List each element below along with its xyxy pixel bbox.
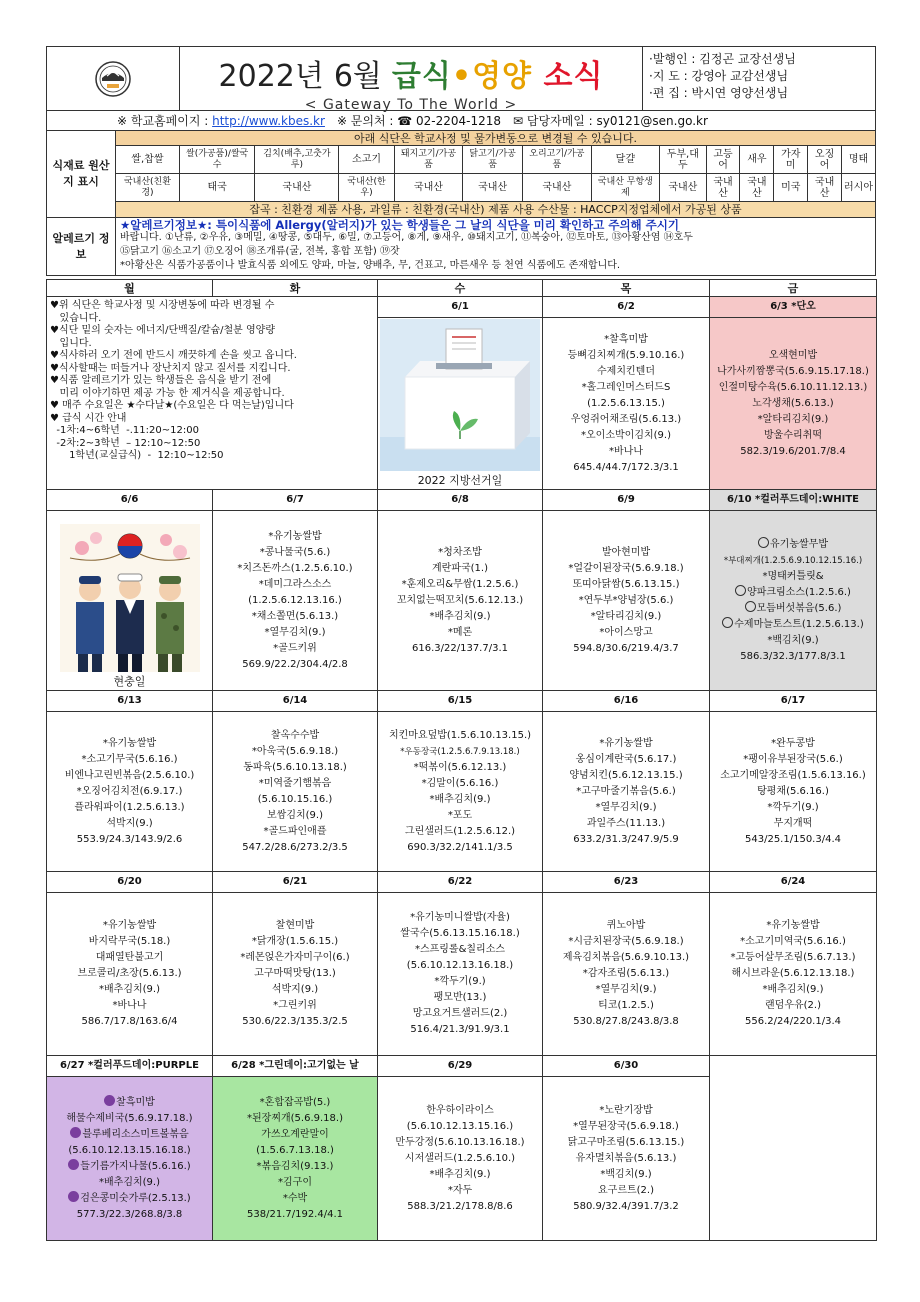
menu-item: (1.5.6.7.13.18.)	[256, 1144, 334, 1156]
menu-item: 등뼈김치찌개(5.9.10.16.)	[567, 349, 685, 361]
menu-6-9	[543, 511, 710, 691]
menu-item: 옹심이계란국(5.6.17.)	[575, 753, 677, 765]
menu-item: *혼합잡곡밥(5.)	[259, 1096, 331, 1108]
menu-item: *배추김치(9.)	[762, 984, 824, 995]
purple-dot-icon	[68, 1191, 79, 1202]
menu-6-29	[378, 1077, 543, 1241]
menu-item: *소고기무국(5.6.16.)	[81, 753, 178, 765]
menu-item: *알타리김치(9.)	[590, 610, 662, 622]
title-block	[180, 47, 643, 113]
menu-item: *김구이	[278, 1176, 312, 1188]
note-line: ♥ 급식 시간 안내	[50, 412, 127, 424]
nutrition-values: 556.2/24/220.1/3.4	[745, 1016, 841, 1027]
menu-item: (5.6.10.12.13.15.16.)	[406, 1120, 514, 1132]
menu-item: *유기농쌀밥	[268, 530, 322, 542]
origin-item: 쌀,찹쌀	[116, 146, 180, 174]
menu-item: *배추김치(9.)	[429, 610, 491, 622]
weekday-mon: 월	[47, 280, 213, 297]
origin-item: 소고기	[339, 146, 394, 174]
saluting-soldiers-icon	[60, 524, 200, 672]
purple-dot-icon	[70, 1127, 81, 1138]
grain-note: 잡곡 : 친환경 제품 사용, 과일류 : 친환경(국내산) 제품 사용 수산물 : HACCP지정업체에서 가공된 상품	[116, 202, 876, 218]
date-6-30: 6/30	[543, 1056, 710, 1077]
nutrition-values: 538/21.7/192.4/4.1	[247, 1208, 343, 1220]
menu-item: *열무된장국(5.6.9.18.)	[573, 1120, 679, 1132]
origin-item: 가자미	[774, 146, 808, 174]
header	[46, 46, 876, 113]
menu-item: 인절미탕수육(5.6.10.11.12.13.)	[718, 381, 868, 393]
menu-item: 찰옥수수밥	[270, 729, 320, 741]
menu-6-7	[213, 511, 378, 691]
menu-item: *채소쫄면(5.6.13.)	[251, 610, 339, 622]
ballot-box-icon	[380, 319, 540, 471]
white-circle-icon	[745, 601, 756, 612]
menu-item: *시금치된장국(5.6.9.18.)	[568, 936, 684, 947]
homepage-link[interactable]: http://www.kbes.kr	[212, 114, 325, 128]
menu-item: *골드파인애플	[263, 825, 327, 837]
menu-item: *아이스망고	[599, 626, 653, 638]
origin-item: 오징어	[808, 146, 842, 174]
nutrition-values: 580.9/32.4/391.7/3.2	[573, 1200, 679, 1212]
date-6-6: 6/6	[47, 490, 213, 511]
date-6-16: 6/16	[543, 691, 710, 712]
origin-item: 김치(배추,고춧가루)	[255, 146, 339, 174]
allergy-label: 알레르기 정보	[47, 218, 116, 276]
date-6-20: 6/20	[47, 872, 213, 893]
origin-value: 국내산	[255, 174, 339, 202]
email-info: ✉ 담당자메일 : sy0121@sen.go.kr	[513, 114, 708, 128]
phone-info: ※ 문의처 : ☎ 02-2204-1218	[336, 114, 502, 128]
date-6-1: 6/1	[378, 297, 543, 318]
menu-item: *오이소박이김치(9.)	[581, 429, 671, 441]
menu-item: *노란기장밥	[599, 1104, 653, 1116]
menu-item: 양념치킨(5.6.12.13.15.)	[569, 769, 683, 781]
menu-item: *유기농쌀밥	[102, 920, 157, 931]
menu-item: 해시브라운(5.6.12.13.18.)	[731, 968, 855, 979]
date-6-13: 6/13	[47, 691, 213, 712]
menu-item: *열무김치(9.)	[264, 626, 326, 638]
menu-item: 찰현미밥	[275, 920, 315, 931]
nutrition-values: 645.4/44.7/172.3/3.1	[573, 461, 679, 473]
menu-item: *고구마줄기볶음(5.6.)	[576, 785, 676, 797]
menu-item: 과일주스(11.13.)	[586, 817, 666, 829]
menu-item: *오징어김치전(6.9.17.)	[76, 785, 183, 797]
menu-6-16	[543, 712, 710, 872]
menu-item: 대패열탄불고기	[95, 952, 164, 963]
menu-item: 노각생채(5.6.13.)	[752, 397, 834, 409]
menu-6-15	[378, 712, 543, 872]
menu-item: (5.6.10.12.13.16.18.)	[406, 960, 514, 971]
memorial-caption: 현충일	[113, 674, 146, 688]
menu-item: *연두부*양념장(5.6.)	[578, 594, 674, 606]
menu-item: *고등어살무조림(5.6.7.13.)	[730, 952, 856, 963]
origin-value: 국내산(한우)	[339, 174, 394, 202]
menu-item: 그린샐러드(1.2.5.6.12.)	[404, 825, 516, 837]
contact-row	[46, 110, 876, 130]
origin-value: 국내산	[463, 174, 523, 202]
date-6-14: 6/14	[213, 691, 378, 712]
origin-value: 국내산	[523, 174, 592, 202]
menu-item: (5.6.10.15.16.)	[257, 793, 333, 805]
menu-item: 고구마떡맛탕(13.)	[254, 968, 336, 979]
origin-item: 달걀	[591, 146, 659, 174]
purple-dot-icon	[104, 1095, 115, 1106]
date-6-21: 6/21	[213, 872, 378, 893]
menu-item: *유기농쌀밥	[102, 737, 157, 749]
menu-item: 석박지(9.)	[271, 984, 319, 995]
menu-item: 제육김치볶음(5.6.9.10.13.)	[562, 952, 690, 963]
origin-item: 명태	[842, 146, 876, 174]
note-line: 1학년(교실급식) - 12:10~12:50	[50, 450, 224, 461]
origin-value: 국내산	[394, 174, 463, 202]
menu-item: 랜덤우유(2.)	[765, 1000, 821, 1011]
white-circle-icon	[722, 617, 733, 628]
menu-item: 플라워파이(1.2.5.6.13.)	[74, 801, 185, 813]
date-6-24: 6/24	[710, 872, 877, 893]
menu-item: 유자멸치볶음(5.6.13.)	[575, 1152, 677, 1164]
date-6-29: 6/29	[378, 1056, 543, 1077]
school-logo	[47, 47, 180, 110]
menu-item: 나가사끼짬뽕국(5.6.9.15.17.18.)	[717, 365, 869, 377]
menu-item: 동파육(5.6.10.13.18.)	[243, 761, 347, 773]
nutrition-values: 633.2/31.3/247.9/5.9	[573, 833, 679, 845]
date-6-3: 6/3 *단오	[710, 297, 877, 318]
menu-item: 소고기메알장조림(1.5.6.13.16.)	[720, 769, 866, 781]
note-line: -2차:2~3학년 – 12:10~12:50	[50, 437, 201, 449]
menu-item: *아욱국(5.6.9.18.)	[251, 745, 339, 757]
nutrition-values: 616.3/22/137.7/3.1	[412, 642, 508, 654]
memorial-day-cell	[47, 511, 213, 691]
menu-item: 모듬버섯볶음(5.6.)	[712, 601, 874, 617]
weekday-tue: 화	[213, 280, 378, 297]
origin-item: 돼지고기/가공품	[394, 146, 463, 174]
date-6-9: 6/9	[543, 490, 710, 511]
menu-item: 요구르트(2.)	[598, 1184, 654, 1196]
notes-cell	[47, 297, 378, 490]
title-year: 2022년	[218, 59, 324, 94]
menu-item: *배추김치(9.)	[429, 793, 491, 805]
nutrition-values: 586.7/17.8/163.6/4	[81, 1016, 178, 1027]
menu-item: *백김치(9.)	[767, 634, 819, 646]
menu-6-10	[710, 511, 877, 691]
menu-item: *배추김치(9.)	[99, 984, 160, 995]
menu-6-24	[710, 893, 877, 1056]
white-circle-icon	[735, 585, 746, 596]
note-line: -1차:4~6학년 -.11:20~12:00	[50, 425, 199, 436]
menu-item: *미역줄기햄볶음	[258, 777, 332, 789]
weekday-thu: 목	[543, 280, 710, 297]
newsletter-sheet	[46, 46, 876, 1241]
menu-item: *명태커틀릿&	[762, 570, 824, 582]
menu-item: *골드키위	[273, 642, 317, 654]
menu-6-30	[543, 1077, 710, 1241]
menu-item: 망고요거트샐러드(2.)	[412, 1008, 508, 1019]
menu-item: 석박지(9.)	[106, 817, 153, 829]
origin-item: 새우	[740, 146, 774, 174]
note-line: 미리 이야기하면 제공 가능 한 제거식을 제공합니다.	[50, 387, 285, 399]
menu-item: *찰흑미밥	[604, 333, 648, 345]
subtitle: < Gateway To The World >	[304, 97, 518, 113]
menu-item: *훈제오리&무쌈(1.2.5.6.)	[401, 578, 519, 590]
menu-item: *배추김치(9.)	[429, 1168, 491, 1180]
menu-item: *배추김치(9.)	[99, 1176, 160, 1188]
menu-item: *닭개장(1.5.6.15.)	[251, 936, 339, 947]
menu-6-20	[47, 893, 213, 1056]
menu-item: *치즈돈까스(1.2.5.6.10.)	[237, 562, 353, 574]
menu-item: 오색현미밥	[768, 349, 818, 361]
menu-6-3	[710, 318, 877, 490]
menu-item: 치킨마요덮밥(1.5.6.10.13.15.)	[388, 729, 532, 741]
nutrition-values: 577.3/22.3/268.8/3.8	[76, 1208, 183, 1220]
menu-item: 수제마늘토스트(1.2.5.6.13.)	[712, 617, 874, 633]
origin-value: 국내산	[808, 174, 842, 202]
nutrition-values: 516.4/21.3/91.9/3.1	[410, 1024, 510, 1035]
publisher-line: ·발행인 : 김정곤 교장선생님	[649, 52, 796, 66]
menu-item: *김말이(5.6.16.)	[421, 777, 499, 789]
election-day-cell	[378, 318, 543, 490]
menu-item: 한우하이라이스	[426, 1104, 494, 1116]
menu-item: 퀴노아밥	[606, 920, 646, 931]
menu-item: *홀그레인머스터드S	[581, 381, 671, 393]
menu-item: *깍두기(9.)	[767, 801, 819, 813]
note-line: ♥식품 알레르기가 있는 학생들은 음식을 받기 전에	[50, 375, 272, 386]
menu-item: 들기름가지나물(5.6.16.)	[49, 1159, 210, 1175]
note-line: ♥ 매주 수요일은 ★수다날★(수요일은 다 먹는날)입니다	[50, 400, 294, 411]
date-6-7: 6/7	[213, 490, 378, 511]
date-6-23: 6/23	[543, 872, 710, 893]
menu-item: 가쓰오계란말이	[261, 1128, 329, 1140]
origin-item: 두부,대두	[660, 146, 707, 174]
menu-item: 찰흑미밥	[49, 1095, 210, 1111]
nutrition-values: 553.9/24.3/143.9/2.6	[76, 833, 183, 845]
menu-item: *수박	[282, 1192, 308, 1204]
menu-item: 발아현미밥	[601, 546, 651, 558]
menu-item: *유기농미니쌀밥(자율)	[410, 912, 510, 923]
note-line: ♥식단 밑의 숫자는 에너지/단백질/칼슘/철분 영양량	[50, 325, 275, 336]
note-line: ♥식사할때는 떠들거나 장난치지 않고 질서를 지킵니다.	[50, 362, 291, 374]
allergy-line-1: 바랍니다. ①난류, ②우유, ③메밀, ④땅콩, ⑤대두, ⑥밀, ⑦고등어, ⑧게, ⑨새우, ⑩돼지고기, ⑪복숭아, ⑫토마토, ⑬아황산염 ⑭호두	[120, 232, 693, 243]
white-circle-icon	[758, 537, 769, 548]
menu-item: *된장찌개(5.6.9.18.)	[247, 1112, 343, 1124]
menu-item: (5.6.10.12.13.15.16.18.)	[68, 1144, 191, 1156]
weekday-wed: 수	[378, 280, 543, 297]
origin-value: 태국	[179, 174, 255, 202]
menu-item: 블루베리소스미트볼볶음	[49, 1127, 210, 1143]
note-line: ♥식사하러 오기 전에 반드시 깨끗하게 손을 씻고 옵니다.	[50, 350, 297, 361]
date-6-27: 6/27 *컬러푸드데이:PURPLE	[47, 1056, 213, 1077]
date-6-17: 6/17	[710, 691, 877, 712]
nutrition-values: 588.3/21.2/178.8/8.6	[407, 1200, 513, 1212]
nutrition-values: 530.6/22.3/135.3/2.5	[242, 1016, 348, 1027]
menu-item: 비엔나고린빈볶음(2.5.6.10.)	[64, 769, 195, 781]
nutrition-values: 582.3/19.6/201.7/8.4	[740, 445, 846, 457]
nutrition-values: 569.9/22.2/304.4/2.8	[242, 658, 348, 670]
menu-item: *열무김치(9.)	[595, 984, 657, 995]
menu-item: *얼갈이된장국(5.6.9.18.)	[568, 562, 684, 574]
menu-item: *바나나	[609, 445, 643, 457]
origin-value: 러시아	[842, 174, 876, 202]
school-emblem-icon	[93, 59, 133, 99]
menu-item: *우동장국(1.2.5.6.7.9.13.18.)	[400, 746, 520, 757]
origin-value: 미국	[774, 174, 808, 202]
date-6-8: 6/8	[378, 490, 543, 511]
origin-value: 국내산	[740, 174, 774, 202]
supervisor-line: ·지 도 : 강영아 교감선생님	[649, 69, 789, 83]
allergy-info	[116, 218, 876, 276]
weekly-menu-table	[46, 279, 877, 1241]
menu-item: (1.2.5.6.13.15.)	[587, 397, 665, 409]
date-6-10: 6/10 *컬러푸드데이:WHITE	[710, 490, 877, 511]
menu-item: *콩나물국(5.6.)	[259, 546, 331, 558]
menu-item: *유기농쌀밥	[766, 920, 820, 931]
menu-item: *감자조림(5.6.13.)	[582, 968, 670, 979]
menu-item: 보쌈김치(9.)	[267, 809, 323, 821]
menu-6-23	[543, 893, 710, 1056]
origin-values-row	[47, 174, 876, 202]
menu-item: *데미그라스소스	[258, 578, 332, 590]
menu-item: *열무김치(9.)	[595, 801, 657, 813]
menu-item: 바지락무국(5.18.)	[88, 936, 171, 947]
menu-item: *유기농쌀밥	[599, 737, 653, 749]
nutrition-values: 594.8/30.6/219.4/3.7	[573, 642, 679, 654]
origin-value: 국내산(친환경)	[116, 174, 180, 202]
origin-table	[46, 130, 876, 276]
menu-6-2	[543, 318, 710, 490]
menu-item: 계란파국(1.)	[432, 562, 488, 574]
menu-6-21	[213, 893, 378, 1056]
staff-list	[643, 47, 875, 110]
menu-item: *소고기미역국(5.6.16.)	[740, 936, 846, 947]
menu-item: *완두콩밥	[771, 737, 815, 749]
menu-item: *스프링롤&칠리소스	[414, 944, 506, 955]
menu-item: 시저샐러드(1.2.5.6.10.)	[404, 1152, 516, 1164]
menu-item: 또띠아닭쌈(5.6.13.15.)	[572, 578, 680, 590]
allergy-title: ★알레르기정보★: 특이식품에 Allergy(알러지)가 있는 학생들은 그 날의 식단을 미리 확인하고 주의해 주시기	[120, 218, 679, 232]
origin-item: 닭고기/가공품	[463, 146, 523, 174]
menu-6-27	[47, 1077, 213, 1241]
menu-item: *떡볶이(5.6.12.13.)	[413, 761, 507, 773]
menu-item: *자두	[447, 1184, 473, 1196]
menu-item: 유기농쌀무밥	[712, 537, 874, 553]
menu-item: 꼬치없는떡꼬치(5.6.12.13.)	[396, 594, 524, 606]
origin-item: 쌀(가공품)/쌀국수	[179, 146, 255, 174]
menu-item: *포도	[447, 809, 473, 821]
origin-item: 고등어	[706, 146, 740, 174]
menu-item: *레몬얹은가자미구이(6.)	[240, 952, 350, 963]
menu-item: 만두강정(5.6.10.13.16.18.)	[395, 1136, 525, 1148]
date-6-28: 6/28 *그린데이:고기없는 날	[213, 1056, 378, 1077]
date-6-22: 6/22	[378, 872, 543, 893]
note-line: 있습니다.	[50, 312, 102, 324]
menu-item: 무지개떡	[773, 817, 813, 829]
menu-item: *메론	[447, 626, 473, 638]
purple-dot-icon	[68, 1159, 79, 1170]
menu-item: *청차조밥	[438, 546, 482, 558]
menu-item: *그린키위	[273, 1000, 317, 1011]
menu-6-8	[378, 511, 543, 691]
menu-item: *팽이유부된장국(5.6.)	[743, 753, 843, 765]
menu-6-22	[378, 893, 543, 1056]
menu-item: *볶음김치(9.13.)	[256, 1160, 334, 1172]
date-6-15: 6/15	[378, 691, 543, 712]
origin-value: 국내산	[660, 174, 707, 202]
menu-item: 닭고구마조림(5.6.13.15.)	[567, 1136, 685, 1148]
title-month: 6월	[333, 59, 382, 94]
origin-value: 국내산	[706, 174, 740, 202]
weekday-fri: 금	[710, 280, 877, 297]
editor-line: ·편 집 : 박시연 영양선생님	[649, 86, 789, 100]
menu-item: 탕평채(5.6.16.)	[757, 785, 829, 797]
weekday-header-row	[47, 280, 877, 297]
nutrition-values: 543/25.1/150.3/4.4	[745, 833, 841, 845]
nutrition-values: 530.8/27.8/243.8/3.8	[573, 1016, 679, 1027]
note-line: ♥위 식단은 학교사정 및 시장변동에 따라 변경될 수	[50, 300, 275, 311]
menu-6-28	[213, 1077, 378, 1241]
origin-items-row	[47, 146, 876, 174]
nutrition-values: 690.3/32.2/141.1/3.5	[407, 841, 513, 853]
menu-item: (1.2.5.6.12.13.16.)	[248, 594, 342, 606]
origin-label: 식재료 원산지 표시	[47, 131, 116, 218]
menu-6-13	[47, 712, 213, 872]
nutrition-values: 586.3/32.3/177.8/3.1	[740, 650, 846, 662]
menu-item: 양파크림소스(1.2.5.6.)	[712, 585, 874, 601]
nutrition-values: 547.2/28.6/273.2/3.5	[242, 841, 348, 853]
menu-item: *알타리김치(9.)	[757, 413, 829, 425]
menu-item: 우엉쥐어채조림(5.6.13.)	[570, 413, 682, 425]
menu-6-14	[213, 712, 378, 872]
menu-item: *깍두기(9.)	[434, 976, 486, 987]
menu-item: *바나나	[112, 1000, 147, 1011]
menu-6-17	[710, 712, 877, 872]
menu-item: *부대찌개(1.2.5.6.9.10.12.15.16.)	[723, 555, 863, 566]
allergy-line-3: *아황산은 식품가공품이나 발효식품 외에도 양파, 마늘, 양배추, 무, 건표고, 마른새우 등 천연 식품에도 존재합니다.	[120, 260, 621, 271]
date-6-2: 6/2	[543, 297, 710, 318]
menu-item: 검은콩미숫가루(2.5.13.)	[49, 1191, 210, 1207]
menu-item: 해물수제비국(5.6.9.17.18.)	[66, 1112, 193, 1124]
empty-cell	[710, 1056, 877, 1241]
title-main: 급식•영양 소식	[391, 59, 604, 94]
menu-item: 팽모반(13.)	[433, 992, 487, 1003]
homepage-label: ※ 학교홈페이지 :	[117, 114, 209, 128]
menu-change-notice: 아래 식단은 학교사정 및 물가변동으로 변경될 수 있습니다.	[116, 131, 876, 146]
menu-item: 브로콜리/초장(5.6.13.)	[77, 968, 182, 979]
menu-item: 티코(1.2.5.)	[598, 1000, 654, 1011]
menu-item: 쌀국수(5.6.13.15.16.18.)	[400, 928, 520, 939]
menu-item: *백김치(9.)	[600, 1168, 652, 1180]
origin-item: 오리고기/가공품	[523, 146, 592, 174]
note-line: 입니다.	[50, 337, 92, 349]
election-caption: 2022 지방선거일	[417, 473, 503, 487]
origin-value: 국내산 무항생제	[591, 174, 659, 202]
menu-item: 수제치킨텐더	[597, 365, 655, 377]
menu-item: 방울수리취떡	[764, 429, 822, 441]
allergy-line-2: ⑮닭고기 ⑯소고기 ⑰오징어 ⑱조개류(굴, 전복, 홍합 포함) ⑲잣	[120, 246, 400, 257]
